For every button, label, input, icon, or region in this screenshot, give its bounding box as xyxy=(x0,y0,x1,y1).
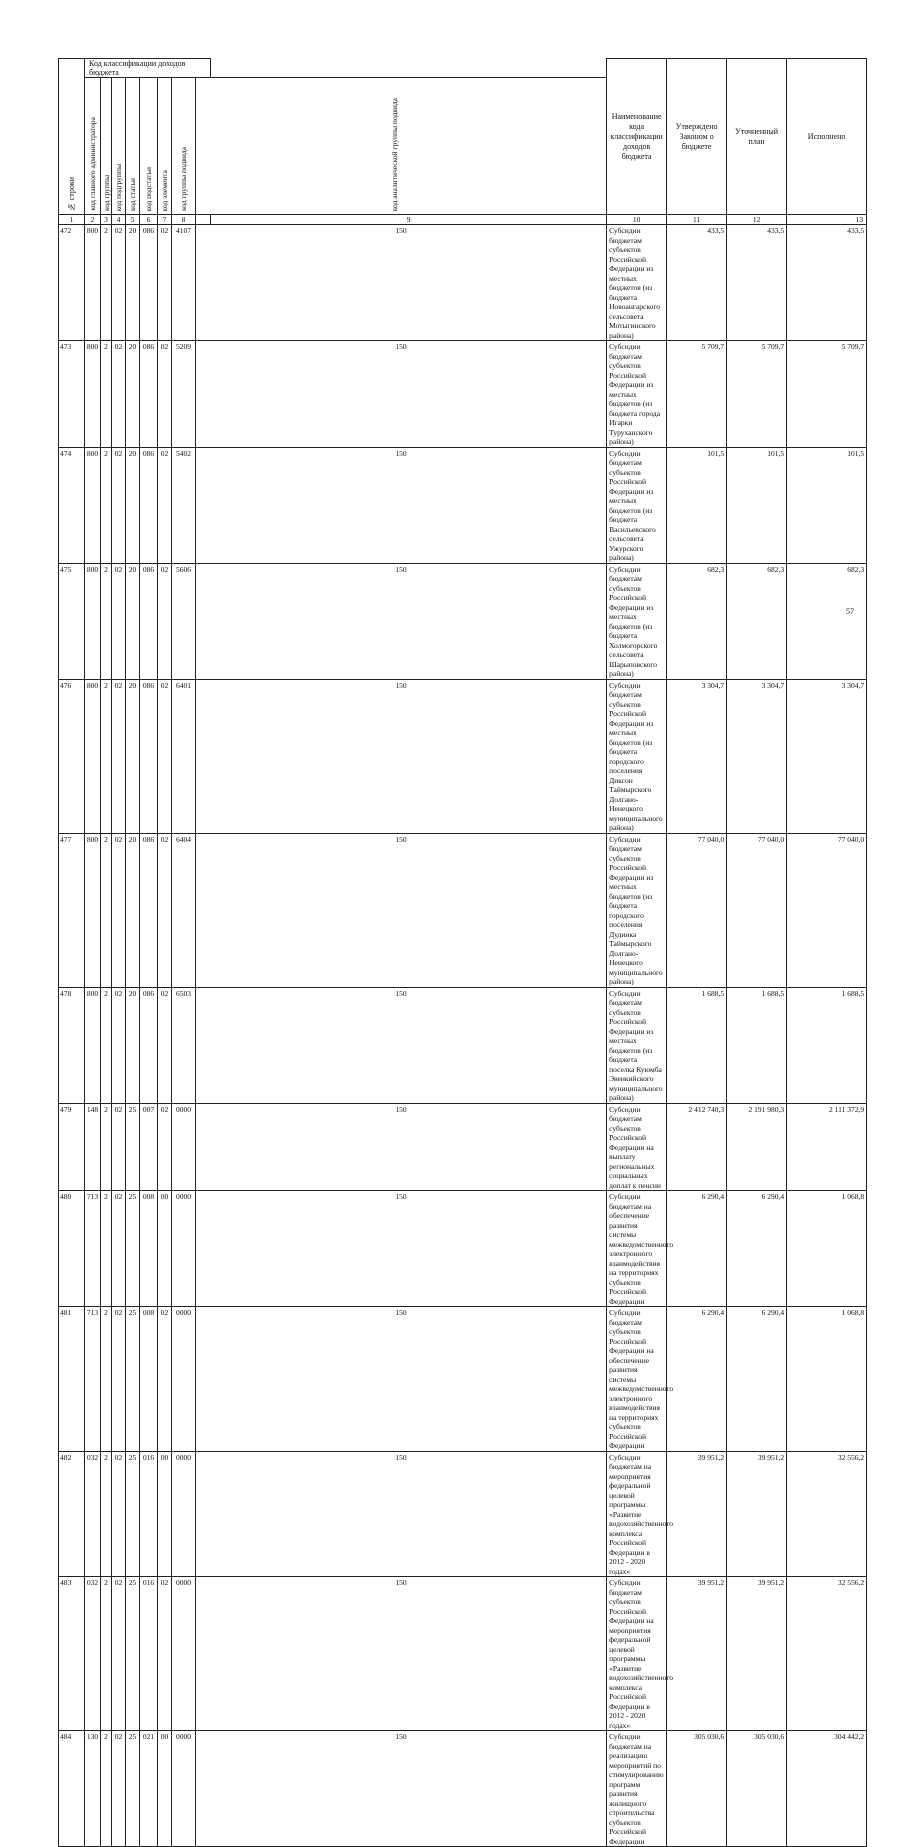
refined-cell: 2 191 980,3 xyxy=(727,1103,787,1191)
code-cell: 25 xyxy=(126,1577,140,1731)
code-cell: 086 xyxy=(140,341,158,448)
code-cell: 00 xyxy=(158,1731,172,1847)
approved-cell: 77 040,0 xyxy=(667,833,727,987)
code-cell: 20 xyxy=(126,225,140,341)
code-cell: 02 xyxy=(112,1103,126,1191)
code-cell: 148 xyxy=(85,1103,101,1191)
code-cell: 0000 xyxy=(172,1307,196,1452)
code-cell: 25 xyxy=(126,1451,140,1577)
table-row xyxy=(59,833,867,987)
executed-cell: 304 442,2 xyxy=(787,1731,867,1847)
column-number: 8 xyxy=(172,215,196,225)
code-cell: 016 xyxy=(140,1451,158,1577)
code-cell: 0000 xyxy=(172,1191,196,1307)
code-cell: 02 xyxy=(158,1307,172,1452)
approved-cell: 2 412 740,3 xyxy=(667,1103,727,1191)
column-numbers-row xyxy=(59,215,867,225)
table-row xyxy=(59,341,867,448)
refined-header: Уточненный план xyxy=(727,59,787,215)
row-number-cell: 476 xyxy=(59,679,85,833)
code-cell: 800 xyxy=(85,341,101,448)
code-cell: 5402 xyxy=(172,447,196,563)
code-cell: 150 xyxy=(196,1307,607,1452)
code-cell: 02 xyxy=(158,447,172,563)
code-cell: 02 xyxy=(158,341,172,448)
code-cell: 02 xyxy=(158,1103,172,1191)
code-cell: 0000 xyxy=(172,1731,196,1847)
budget-table-sheet xyxy=(58,58,866,1847)
code-cell: 02 xyxy=(112,1731,126,1847)
column-number: 9 xyxy=(211,215,607,225)
data-rows xyxy=(59,225,867,1847)
code-col-header: код статьи xyxy=(126,78,140,215)
code-cell: 00 xyxy=(158,1451,172,1577)
code-cell: 150 xyxy=(196,563,607,679)
code-cell: 800 xyxy=(85,833,101,987)
table-row xyxy=(59,679,867,833)
code-col-header: код элемента xyxy=(158,78,172,215)
code-cell: 02 xyxy=(112,1451,126,1577)
code-cell: 008 xyxy=(140,1307,158,1452)
column-number: 11 xyxy=(667,215,727,225)
code-cell: 800 xyxy=(85,447,101,563)
approved-cell: 6 290,4 xyxy=(667,1191,727,1307)
code-cell: 021 xyxy=(140,1731,158,1847)
executed-cell: 32 556,2 xyxy=(787,1577,867,1731)
table-row xyxy=(59,1307,867,1452)
code-cell: 713 xyxy=(85,1307,101,1452)
code-cell: 150 xyxy=(196,1103,607,1191)
table-row xyxy=(59,1731,867,1847)
name-cell: Субсидии бюджетам на обеспечение развития системы межведомственного электронного взаимодействия на территориях субъектов Российской Федерации xyxy=(607,1191,667,1307)
code-cell: 02 xyxy=(112,833,126,987)
column-number: 6 xyxy=(140,215,158,225)
column-number: 5 xyxy=(126,215,140,225)
approved-cell: 682,3 xyxy=(667,563,727,679)
column-number: 13 xyxy=(787,215,867,225)
approved-cell: 3 304,7 xyxy=(667,679,727,833)
name-cell: Субсидии бюджетам субъектов Российской Федерации на обеспечение развития системы межведомственного электронного взаимодействия на территориях субъектов Российской Федерации xyxy=(607,1307,667,1452)
name-cell: Субсидии бюджетам субъектов Российской Федерации из местных бюджетов (из бюджета Васильевского сельсовета Ужурского района) xyxy=(607,447,667,563)
row-number-cell: 483 xyxy=(59,1577,85,1731)
name-cell: Субсидии бюджетам субъектов Российской Федерации из местных бюджетов (из бюджета Новоангарского сельсовета Мотыгинского района) xyxy=(607,225,667,341)
code-cell: 02 xyxy=(158,987,172,1103)
code-cell: 02 xyxy=(112,1577,126,1731)
code-cell: 02 xyxy=(112,563,126,679)
code-cell: 086 xyxy=(140,447,158,563)
code-cell: 6404 xyxy=(172,833,196,987)
refined-cell: 3 304,7 xyxy=(727,679,787,833)
code-cell: 2 xyxy=(101,1451,112,1577)
approved-cell: 101,5 xyxy=(667,447,727,563)
refined-cell: 39 951,2 xyxy=(727,1577,787,1731)
refined-cell: 6 290,4 xyxy=(727,1191,787,1307)
approved-cell: 39 951,2 xyxy=(667,1577,727,1731)
table-row xyxy=(59,987,867,1103)
executed-cell: 1 068,8 xyxy=(787,1307,867,1452)
code-cell: 25 xyxy=(126,1731,140,1847)
code-cell: 20 xyxy=(126,447,140,563)
row-number-cell: 475 xyxy=(59,563,85,679)
code-cell: 2 xyxy=(101,1191,112,1307)
code-cell: 2 xyxy=(101,1103,112,1191)
refined-cell: 433,5 xyxy=(727,225,787,341)
executed-cell: 1 068,8 xyxy=(787,1191,867,1307)
header-row-top xyxy=(59,59,867,78)
code-cell: 150 xyxy=(196,1577,607,1731)
code-cell: 4107 xyxy=(172,225,196,341)
column-number: 7 xyxy=(158,215,172,225)
name-cell: Субсидии бюджетам на реализацию мероприятий по стимулированию программ развития жилищного строительства субъектов Российской Федерации xyxy=(607,1731,667,1847)
row-number-cell: 481 xyxy=(59,1307,85,1452)
code-cell: 086 xyxy=(140,679,158,833)
name-cell: Субсидии бюджетам субъектов Российской Федерации из местных бюджетов (из бюджета Холмогорского сельсовета Шарыповского района) xyxy=(607,563,667,679)
row-number-cell: 482 xyxy=(59,1451,85,1577)
row-number-cell: 484 xyxy=(59,1731,85,1847)
code-cell: 02 xyxy=(158,833,172,987)
code-cell: 032 xyxy=(85,1451,101,1577)
code-cell: 02 xyxy=(158,225,172,341)
name-cell: Субсидии бюджетам субъектов Российской Федерации на мероприятия федеральной целевой программы «Развитие водохозяйственного комплекса Российской Федерации в 2012 - 2020 годах» xyxy=(607,1577,667,1731)
row-number-cell: 477 xyxy=(59,833,85,987)
refined-cell: 39 951,2 xyxy=(727,1451,787,1577)
column-number: 10 xyxy=(607,215,667,225)
code-cell: 150 xyxy=(196,1191,607,1307)
column-number: 2 xyxy=(85,215,101,225)
code-cell: 086 xyxy=(140,833,158,987)
approved-cell: 5 709,7 xyxy=(667,341,727,448)
approved-cell: 433,5 xyxy=(667,225,727,341)
code-cell: 0000 xyxy=(172,1103,196,1191)
refined-cell: 1 688,5 xyxy=(727,987,787,1103)
classification-group-header: Код классификации доходов бюджета xyxy=(85,59,211,78)
code-cell: 150 xyxy=(196,833,607,987)
name-cell: Субсидии бюджетам субъектов Российской Федерации из местных бюджетов (из бюджета поселка Куюмба Эвенкийского муниципального района) xyxy=(607,987,667,1103)
code-cell: 150 xyxy=(196,679,607,833)
row-number-cell: 480 xyxy=(59,1191,85,1307)
name-cell: Субсидии бюджетам субъектов Российской Федерации на выплату региональных социальных доплат к пенсии xyxy=(607,1103,667,1191)
code-cell: 5209 xyxy=(172,341,196,448)
code-col-header: код главного администратора xyxy=(85,78,101,215)
row-number-cell: 472 xyxy=(59,225,85,341)
row-number-cell: 473 xyxy=(59,341,85,448)
name-cell: Субсидии бюджетам на мероприятия федеральной целевой программы «Развитие водохозяйственного комплекса Российской Федерации в 2012 - 2020 годах» xyxy=(607,1451,667,1577)
code-cell: 800 xyxy=(85,679,101,833)
code-cell: 150 xyxy=(196,447,607,563)
refined-cell: 305 030,6 xyxy=(727,1731,787,1847)
code-cell: 0000 xyxy=(172,1451,196,1577)
code-cell: 20 xyxy=(126,833,140,987)
code-cell: 2 xyxy=(101,447,112,563)
budget-revenue-table xyxy=(58,58,867,1847)
code-cell: 25 xyxy=(126,1307,140,1452)
code-cell: 016 xyxy=(140,1577,158,1731)
code-cell: 2 xyxy=(101,341,112,448)
refined-cell: 682,3 xyxy=(727,563,787,679)
name-cell: Субсидии бюджетам субъектов Российской Федерации из местных бюджетов (из бюджета городского поселения Диксон Таймырского Долгано-Ненецкого муниципального района) xyxy=(607,679,667,833)
name-cell: Субсидии бюджетам субъектов Российской Федерации из местных бюджетов (из бюджета города Игарки Туруханского района) xyxy=(607,341,667,448)
page-number: 57 xyxy=(846,607,854,616)
code-cell: 2 xyxy=(101,679,112,833)
code-cell: 150 xyxy=(196,225,607,341)
executed-cell: 1 688,5 xyxy=(787,987,867,1103)
code-cell: 007 xyxy=(140,1103,158,1191)
executed-cell: 77 040,0 xyxy=(787,833,867,987)
code-cell: 5606 xyxy=(172,563,196,679)
code-cell: 2 xyxy=(101,1731,112,1847)
code-cell: 800 xyxy=(85,225,101,341)
table-row xyxy=(59,447,867,563)
code-cell: 02 xyxy=(112,341,126,448)
executed-cell: 101,5 xyxy=(787,447,867,563)
code-cell: 086 xyxy=(140,225,158,341)
approved-cell: 39 951,2 xyxy=(667,1451,727,1577)
code-cell: 6503 xyxy=(172,987,196,1103)
row-number-header xyxy=(59,59,85,215)
code-cell: 086 xyxy=(140,987,158,1103)
code-cell: 20 xyxy=(126,679,140,833)
executed-cell: 32 556,2 xyxy=(787,1451,867,1577)
code-cell: 02 xyxy=(112,1191,126,1307)
row-number-header-label: № строки xyxy=(67,176,76,211)
code-cell: 6401 xyxy=(172,679,196,833)
code-cell: 20 xyxy=(126,341,140,448)
code-col-header: код группы подвида xyxy=(172,78,196,215)
code-cell: 0000 xyxy=(172,1577,196,1731)
code-cell: 008 xyxy=(140,1191,158,1307)
code-cell: 086 xyxy=(140,563,158,679)
code-cell: 02 xyxy=(158,679,172,833)
code-cell: 00 xyxy=(158,1191,172,1307)
refined-cell: 101,5 xyxy=(727,447,787,563)
code-col-header: код подгруппы xyxy=(112,78,126,215)
code-cell: 150 xyxy=(196,987,607,1103)
code-cell: 150 xyxy=(196,1731,607,1847)
code-cell: 130 xyxy=(85,1731,101,1847)
code-cell: 02 xyxy=(112,679,126,833)
column-number: 4 xyxy=(112,215,126,225)
code-cell: 2 xyxy=(101,563,112,679)
code-cell: 2 xyxy=(101,225,112,341)
code-cell: 02 xyxy=(112,987,126,1103)
code-cell: 150 xyxy=(196,1451,607,1577)
name-cell: Субсидии бюджетам субъектов Российской Федерации из местных бюджетов (из бюджета городского поселения Дудинка Таймырского Долгано-Ненецкого муниципального района) xyxy=(607,833,667,987)
column-number: 1 xyxy=(59,215,85,225)
approved-cell: 1 688,5 xyxy=(667,987,727,1103)
code-cell: 2 xyxy=(101,1307,112,1452)
code-cell: 032 xyxy=(85,1577,101,1731)
code-cell: 2 xyxy=(101,1577,112,1731)
table-row xyxy=(59,563,867,679)
executed-cell: 682,3 xyxy=(787,563,867,679)
column-number: 12 xyxy=(727,215,787,225)
code-cell: 02 xyxy=(112,447,126,563)
row-number-cell: 479 xyxy=(59,1103,85,1191)
approved-cell: 305 030,6 xyxy=(667,1731,727,1847)
column-number: 3 xyxy=(101,215,112,225)
row-number-cell: 478 xyxy=(59,987,85,1103)
code-cell: 02 xyxy=(158,1577,172,1731)
code-cell: 2 xyxy=(101,833,112,987)
table-row xyxy=(59,225,867,341)
code-cell: 02 xyxy=(158,563,172,679)
table-row xyxy=(59,1577,867,1731)
code-cell: 25 xyxy=(126,1191,140,1307)
refined-cell: 77 040,0 xyxy=(727,833,787,987)
approved-header: Утверждено Законом о бюджете xyxy=(667,59,727,215)
approved-cell: 6 290,4 xyxy=(667,1307,727,1452)
refined-cell: 5 709,7 xyxy=(727,341,787,448)
name-header: Наименование кода классификации доходов бюджета xyxy=(607,59,667,215)
code-cell: 20 xyxy=(126,987,140,1103)
code-cell: 800 xyxy=(85,563,101,679)
code-cell: 02 xyxy=(112,225,126,341)
code-col-header: код подстатьи xyxy=(140,78,158,215)
row-number-cell: 474 xyxy=(59,447,85,563)
code-col-header: код группы xyxy=(101,78,112,215)
code-col-header: код аналитической группы подвида xyxy=(196,78,607,215)
executed-cell: 3 304,7 xyxy=(787,679,867,833)
code-cell: 150 xyxy=(196,341,607,448)
executed-cell: 2 111 372,9 xyxy=(787,1103,867,1191)
code-cell: 20 xyxy=(126,563,140,679)
executed-cell: 433,5 xyxy=(787,225,867,341)
code-cell: 02 xyxy=(112,1307,126,1452)
executed-cell: 5 709,7 xyxy=(787,341,867,448)
code-cell: 713 xyxy=(85,1191,101,1307)
table-row xyxy=(59,1191,867,1307)
code-cell: 25 xyxy=(126,1103,140,1191)
code-cell: 2 xyxy=(101,987,112,1103)
executed-header: Исполнено xyxy=(787,59,867,215)
table-row xyxy=(59,1451,867,1577)
refined-cell: 6 290,4 xyxy=(727,1307,787,1452)
code-cell: 800 xyxy=(85,987,101,1103)
table-row xyxy=(59,1103,867,1191)
